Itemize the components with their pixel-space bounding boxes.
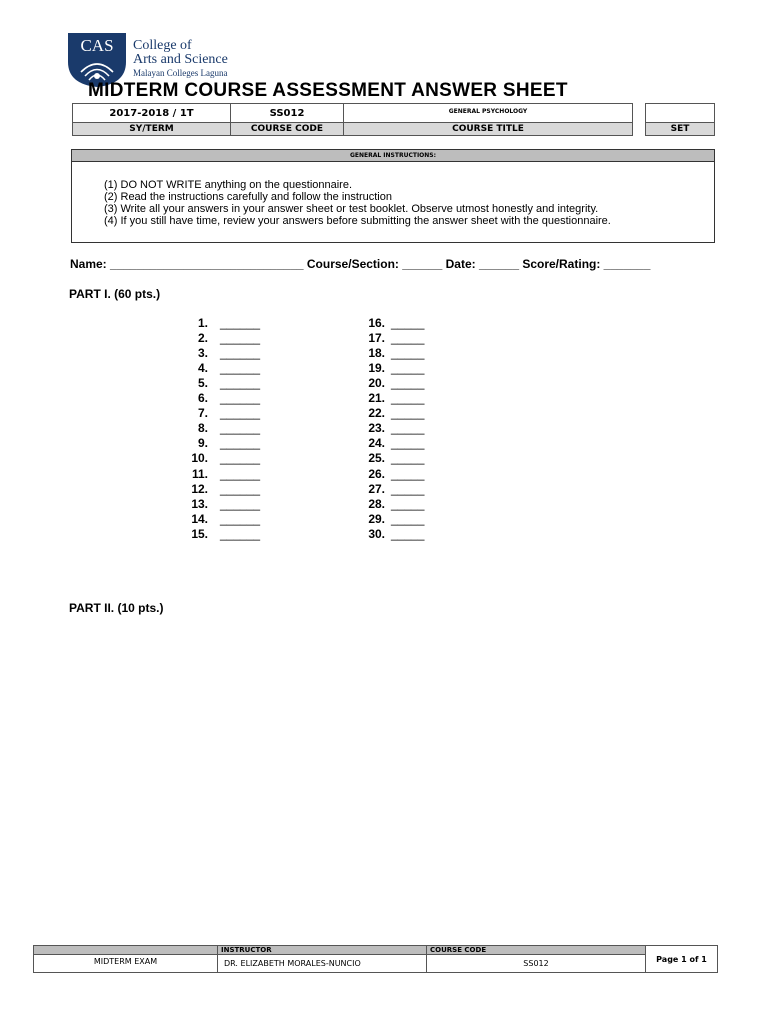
answer-blank[interactable]: ______ bbox=[220, 331, 261, 345]
answer-number: 10. bbox=[191, 451, 208, 465]
instruction-item: (1) DO NOT WRITE anything on the questionnaire. bbox=[104, 179, 353, 191]
instructions-heading: GENERAL INSTRUCTIONS: bbox=[72, 150, 714, 162]
part-2-title: PART II. (10 pts.) bbox=[69, 601, 164, 615]
general-instructions-box bbox=[71, 149, 715, 243]
answer-number: 17. bbox=[368, 331, 385, 345]
answer-number: 15. bbox=[191, 527, 208, 541]
answer-blank[interactable]: ______ bbox=[220, 406, 261, 420]
answer-blank[interactable]: _____ bbox=[391, 331, 425, 345]
answer-blank[interactable]: ______ bbox=[220, 467, 261, 481]
answer-number: 25. bbox=[368, 451, 385, 465]
footer-course-code: SS012 bbox=[426, 954, 646, 973]
sy-term-label: SY/TERM bbox=[72, 122, 231, 136]
set-value[interactable] bbox=[645, 103, 715, 123]
sy-term-value[interactable]: 2017-2018 / 1T bbox=[72, 103, 231, 123]
answer-blank[interactable]: ______ bbox=[220, 482, 261, 496]
logo-line-3: Malayan Colleges Laguna bbox=[133, 68, 228, 78]
answer-number: 4. bbox=[197, 361, 208, 375]
answer-blank[interactable]: _____ bbox=[391, 346, 425, 360]
answer-number: 21. bbox=[368, 391, 385, 405]
instruction-item: (3) Write all your answers in your answer sheet or test booklet. Observe utmost honestly and integrity. bbox=[104, 203, 599, 215]
course-code-head: COURSE CODE bbox=[426, 945, 646, 955]
instructor-name: DR. ELIZABETH MORALES-NUNCIO bbox=[217, 954, 427, 973]
document-title: MIDTERM COURSE ASSESSMENT ANSWER SHEET bbox=[88, 80, 568, 101]
answer-blank[interactable]: ______ bbox=[220, 361, 261, 375]
answer-blank[interactable]: ______ bbox=[220, 512, 261, 526]
answer-blank[interactable]: _____ bbox=[391, 406, 425, 420]
instruction-item: (2) Read the instructions carefully and follow the instruction bbox=[104, 191, 392, 203]
answer-blank[interactable]: _____ bbox=[391, 482, 425, 496]
answer-blank[interactable]: ______ bbox=[220, 316, 261, 330]
answer-number: 6. bbox=[197, 391, 208, 405]
answer-number: 9. bbox=[197, 436, 208, 450]
answer-number: 1. bbox=[197, 316, 208, 330]
set-label: SET bbox=[645, 122, 715, 136]
answer-number: 26. bbox=[368, 467, 385, 481]
answer-number: 20. bbox=[368, 376, 385, 390]
answer-blank[interactable]: ______ bbox=[220, 436, 261, 450]
instructor-head: INSTRUCTOR bbox=[217, 945, 427, 955]
answer-number: 3. bbox=[197, 346, 208, 360]
answer-blank[interactable]: _____ bbox=[391, 512, 425, 526]
course-title-label: COURSE TITLE bbox=[343, 122, 633, 136]
answer-blank[interactable]: _____ bbox=[391, 391, 425, 405]
answer-number: 23. bbox=[368, 421, 385, 435]
answer-number: 16. bbox=[368, 316, 385, 330]
answer-blank[interactable]: _____ bbox=[391, 436, 425, 450]
page-indicator: Page 1 of 1 bbox=[645, 945, 718, 973]
logo-abbrev: CAS bbox=[80, 36, 114, 55]
answer-number: 11. bbox=[191, 467, 208, 481]
answer-blank[interactable]: _____ bbox=[391, 316, 425, 330]
answer-number: 29. bbox=[368, 512, 385, 526]
logo-line-2: Arts and Science bbox=[133, 52, 228, 67]
answer-number: 27. bbox=[368, 482, 385, 496]
course-code-value[interactable]: SS012 bbox=[230, 103, 344, 123]
answer-number: 7. bbox=[197, 406, 208, 420]
answer-blank[interactable]: _____ bbox=[391, 361, 425, 375]
exam-label: MIDTERM EXAM bbox=[33, 954, 218, 973]
answer-blank[interactable]: ______ bbox=[220, 376, 261, 390]
answer-number: 5. bbox=[197, 376, 208, 390]
student-info-line[interactable]: Name: _____________________________ Course/Section: ______ Date: ______ Score/Rating: _______ bbox=[70, 257, 651, 271]
answer-blank[interactable]: _____ bbox=[391, 376, 425, 390]
answer-blank[interactable]: _____ bbox=[391, 527, 425, 541]
answer-number: 24. bbox=[368, 436, 385, 450]
answer-blank[interactable]: _____ bbox=[391, 467, 425, 481]
answer-number: 28. bbox=[368, 497, 385, 511]
answer-number: 30. bbox=[368, 527, 385, 541]
answer-blank[interactable]: _____ bbox=[391, 497, 425, 511]
answer-blank[interactable]: ______ bbox=[220, 391, 261, 405]
answer-number: 22. bbox=[368, 406, 385, 420]
answer-blank[interactable]: _____ bbox=[391, 421, 425, 435]
course-code-label: COURSE CODE bbox=[230, 122, 344, 136]
answer-number: 18. bbox=[368, 346, 385, 360]
answer-blank[interactable]: ______ bbox=[220, 346, 261, 360]
answer-number: 12. bbox=[191, 482, 208, 496]
instruction-item: (4) If you still have time, review your answers before submitting the answer sheet with the questionnaire. bbox=[104, 215, 611, 227]
answer-number: 19. bbox=[368, 361, 385, 375]
answer-blank[interactable]: _____ bbox=[391, 451, 425, 465]
logo-line-1: College of bbox=[133, 38, 192, 53]
answer-blank[interactable]: ______ bbox=[220, 451, 261, 465]
answer-number: 2. bbox=[197, 331, 208, 345]
answer-blank[interactable]: ______ bbox=[220, 421, 261, 435]
answer-number: 14. bbox=[191, 512, 208, 526]
answer-blank[interactable]: ______ bbox=[220, 527, 261, 541]
course-title-value[interactable]: GENERAL PSYCHOLOGY bbox=[343, 103, 633, 123]
answer-number: 13. bbox=[191, 497, 208, 511]
answer-blank[interactable]: ______ bbox=[220, 497, 261, 511]
part-1-title: PART I. (60 pts.) bbox=[69, 287, 161, 301]
answer-number: 8. bbox=[197, 421, 208, 435]
